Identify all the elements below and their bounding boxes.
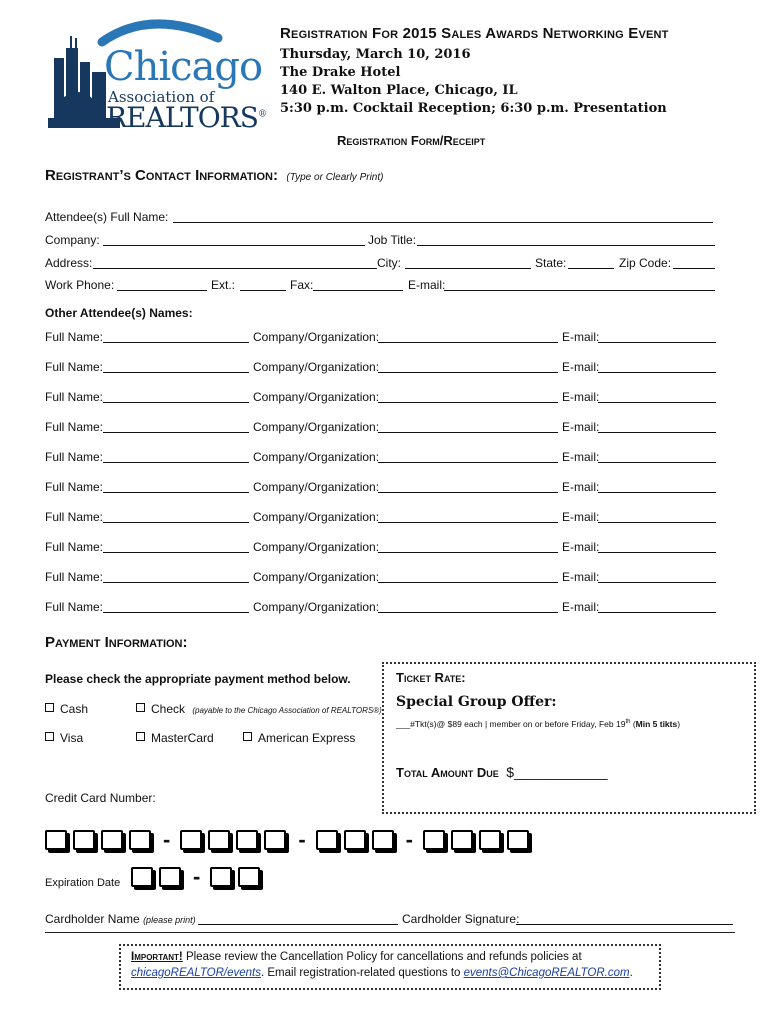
contact-email-label: E-mail: (408, 278, 446, 292)
attendee-email-label: E-mail: (562, 390, 600, 404)
exp-digit-box[interactable] (131, 867, 153, 887)
check-checkbox[interactable] (136, 703, 145, 712)
cc-separator: - (405, 827, 413, 852)
attendee-email-field[interactable] (598, 522, 716, 523)
cc-digit-box[interactable] (423, 830, 445, 850)
attendee-row (45, 210, 168, 224)
expiration-label: Expiration Date (45, 877, 121, 889)
attendee-email-label: E-mail: (562, 510, 600, 524)
attendee-company-label: Company/Organization: (253, 480, 380, 494)
exp-separator: - (193, 864, 201, 889)
total-amount-field[interactable]: ____________ (514, 764, 608, 780)
attendee-name-label: Attendee(s) Full Name: (45, 210, 169, 224)
form-title: Registration Form/Receipt (337, 133, 486, 148)
address-label: Address: (45, 256, 93, 270)
contact-section-heading (45, 167, 383, 185)
payment-instruction: Please check the appropriate payment method below. (45, 672, 351, 686)
attendee-full-name-field[interactable] (103, 342, 249, 343)
attendee-full-name-field[interactable] (103, 432, 249, 433)
attendee-full-name-label: Full Name: (45, 450, 104, 464)
cardholder-signature-label: Cardholder Signature: (402, 912, 520, 926)
cc-digit-box[interactable] (208, 830, 230, 850)
attendee-email-label: E-mail: (562, 600, 600, 614)
work-phone-field[interactable] (117, 290, 207, 291)
mastercard-checkbox[interactable] (136, 732, 145, 741)
cash-label: Cash (60, 702, 89, 716)
amex-label: American Express (258, 731, 356, 745)
attendee-full-name-label: Full Name: (45, 540, 104, 554)
check-label: Check (151, 702, 186, 716)
cc-digit-box[interactable] (45, 830, 67, 850)
attendee-company-label: Company/Organization: (253, 420, 380, 434)
check-option[interactable] (136, 702, 382, 716)
cash-option[interactable] (45, 702, 88, 716)
please-print-note: (please print) (143, 915, 196, 925)
attendee-email-label: E-mail: (562, 540, 600, 554)
event-schedule: 5:30 p.m. Cocktail Reception; 6:30 p.m. Presentation (280, 101, 667, 116)
cardholder-signature-field[interactable] (516, 924, 733, 925)
attendee-full-name-field[interactable] (103, 402, 249, 403)
contact-heading: Registrant’s Contact Information: (45, 167, 278, 184)
amex-option[interactable] (243, 731, 355, 745)
visa-option[interactable] (45, 731, 83, 745)
attendee-email-label: E-mail: (562, 570, 600, 584)
attendee-full-name-label: Full Name: (45, 570, 104, 584)
cc-digit-box[interactable] (372, 830, 394, 850)
attendee-company-field[interactable] (378, 372, 558, 373)
cc-digit-box[interactable] (479, 830, 501, 850)
total-due-label: Total Amount Due (396, 765, 499, 780)
credit-card-label: Credit Card Number: (45, 791, 156, 805)
important-text-3: . (629, 967, 633, 979)
ticket-rate-heading: Ticket Rate: (396, 670, 466, 685)
section-divider (45, 932, 735, 933)
events-link[interactable]: chicagoREALTOR/events (131, 967, 261, 979)
attendee-full-name-label: Full Name: (45, 600, 104, 614)
attendee-company-label: Company/Organization: (253, 540, 380, 554)
attendee-email-field[interactable] (598, 492, 716, 493)
mastercard-label: MasterCard (151, 731, 214, 745)
attendee-company-field[interactable] (378, 402, 558, 403)
event-date: Thursday, March 10, 2016 (280, 47, 471, 62)
contact-email-field[interactable] (444, 290, 715, 291)
attendee-email-label: E-mail: (562, 360, 600, 374)
cardholder-name-label: Cardholder Name (45, 912, 140, 926)
cc-digit-box[interactable] (236, 830, 258, 850)
cc-digit-box[interactable] (180, 830, 202, 850)
attendee-company-field[interactable] (378, 552, 558, 553)
attendee-email-field[interactable] (598, 402, 716, 403)
attendee-company-label: Company/Organization: (253, 570, 380, 584)
visa-label: Visa (60, 731, 84, 745)
fax-label: Fax: (290, 278, 314, 292)
attendee-full-name-label: Full Name: (45, 360, 104, 374)
attendee-company-label: Company/Organization: (253, 360, 380, 374)
attendee-full-name-field[interactable] (103, 462, 249, 463)
credit-card-number-boxes (45, 827, 535, 855)
events-email-link[interactable]: events@ChicagoREALTOR.com (463, 967, 630, 979)
attendee-email-label: E-mail: (562, 450, 600, 464)
offer-sup: th (625, 719, 631, 726)
job-title-field[interactable] (417, 245, 715, 246)
company-label: Company: (45, 233, 100, 247)
attendee-full-name-label: Full Name: (45, 390, 104, 404)
cc-digit-box[interactable] (264, 830, 286, 850)
mastercard-option[interactable] (136, 731, 214, 745)
logo-brand-line1: Chicago (104, 44, 263, 90)
attendee-full-name-field[interactable] (103, 612, 249, 613)
attendee-company-label: Company/Organization: (253, 450, 380, 464)
attendee-email-field[interactable] (598, 342, 716, 343)
fax-field[interactable] (313, 290, 403, 291)
cc-digit-box[interactable] (129, 830, 151, 850)
work-phone-label: Work Phone: (45, 278, 115, 292)
logo-realtors-text: REALTORS (106, 101, 258, 134)
cardholder-row (45, 912, 196, 926)
attendee-company-label: Company/Organization: (253, 600, 380, 614)
event-title: Registration For 2015 Sales Awards Networking Event (280, 25, 669, 42)
cc-separator: - (163, 827, 171, 852)
attendee-company-field[interactable] (378, 342, 558, 343)
attendee-email-field[interactable] (598, 462, 716, 463)
offer-text: ___#Tkt(s)@ $89 each | member on or before Friday, Feb 19 (396, 719, 626, 729)
state-label: State: (535, 256, 567, 270)
ext-label: Ext.: (211, 278, 236, 292)
cash-checkbox[interactable] (45, 703, 54, 712)
logo-brand-line2: Association of (108, 88, 215, 106)
special-offer-title: Special Group Offer: (396, 694, 557, 710)
attendee-company-field[interactable] (378, 492, 558, 493)
cc-digit-box[interactable] (344, 830, 366, 850)
logo-brand-line3 (106, 101, 266, 134)
attendee-email-field[interactable] (598, 552, 716, 553)
attendee-email-field[interactable] (598, 612, 716, 613)
logo-registered-mark: ® (257, 109, 266, 120)
job-title-label: Job Title: (368, 233, 417, 247)
attendee-company-label: Company/Organization: (253, 510, 380, 524)
attendee-email-label: E-mail: (562, 480, 600, 494)
attendee-full-name-field[interactable] (103, 522, 249, 523)
cc-digit-box[interactable] (507, 830, 529, 850)
attendee-name-field[interactable] (173, 222, 713, 223)
attendee-company-label: Company/Organization: (253, 330, 380, 344)
attendee-company-label: Company/Organization: (253, 390, 380, 404)
important-text-1: Please review the Cancellation Policy for cancellations and refunds policies at (182, 951, 582, 963)
zip-field[interactable] (673, 268, 715, 269)
attendee-full-name-label: Full Name: (45, 420, 104, 434)
expiration-boxes (131, 864, 266, 892)
important-label: Important! (131, 951, 183, 963)
company-field[interactable] (103, 245, 365, 246)
attendee-email-label: E-mail: (562, 420, 600, 434)
offer-minimum: Min 5 tikts (635, 719, 678, 729)
event-venue: The Drake Hotel (280, 65, 401, 80)
cc-separator: - (298, 827, 306, 852)
visa-checkbox[interactable] (45, 732, 54, 741)
attendee-full-name-label: Full Name: (45, 330, 104, 344)
cc-digit-box[interactable] (73, 830, 95, 850)
state-field[interactable] (568, 268, 614, 269)
attendee-company-field[interactable] (378, 612, 558, 613)
attendee-full-name-field[interactable] (103, 582, 249, 583)
cardholder-name-field[interactable] (198, 924, 398, 925)
cc-digit-box[interactable] (451, 830, 473, 850)
attendee-full-name-field[interactable] (103, 372, 249, 373)
attendee-company-field[interactable] (378, 432, 558, 433)
cc-digit-box[interactable] (316, 830, 338, 850)
payment-heading: Payment Information: (45, 634, 188, 651)
company-row (45, 233, 100, 247)
contact-hint: (Type or Clearly Print) (286, 172, 384, 183)
attendee-company-field[interactable] (378, 522, 558, 523)
logo (40, 10, 280, 135)
attendee-email-label: E-mail: (562, 330, 600, 344)
attendee-email-field[interactable] (598, 582, 716, 583)
attendee-company-field[interactable] (378, 582, 558, 583)
zip-label: Zip Code: (619, 256, 672, 270)
exp-digit-box[interactable] (159, 867, 181, 887)
exp-digit-box[interactable] (238, 867, 260, 887)
city-field[interactable] (405, 268, 531, 269)
attendee-full-name-label: Full Name: (45, 510, 104, 524)
attendee-full-name-label: Full Name: (45, 480, 104, 494)
total-currency: $ (506, 764, 515, 780)
attendee-full-name-field[interactable] (103, 492, 249, 493)
attendee-email-field[interactable] (598, 372, 716, 373)
other-attendees-heading: Other Attendee(s) Names: (45, 306, 193, 320)
special-offer-detail: ___#Tkt(s)@ $89 each | member on or before Friday, Feb 19th (Min 5 tikts) (396, 719, 681, 729)
cc-digit-box[interactable] (101, 830, 123, 850)
city-label: City: (377, 256, 401, 270)
amex-checkbox[interactable] (243, 732, 252, 741)
important-notice (131, 949, 651, 981)
ext-field[interactable] (240, 290, 286, 291)
total-due (396, 764, 607, 782)
address-field[interactable] (93, 268, 377, 269)
event-address: 140 E. Walton Place, Chicago, IL (280, 83, 518, 98)
important-text-2: . Email registration-related questions to (260, 967, 464, 979)
exp-digit-box[interactable] (210, 867, 232, 887)
attendee-full-name-field[interactable] (103, 552, 249, 553)
check-payable-note: (payable to the Chicago Association of REALTORS®) (192, 706, 382, 715)
attendee-company-field[interactable] (378, 462, 558, 463)
attendee-email-field[interactable] (598, 432, 716, 433)
